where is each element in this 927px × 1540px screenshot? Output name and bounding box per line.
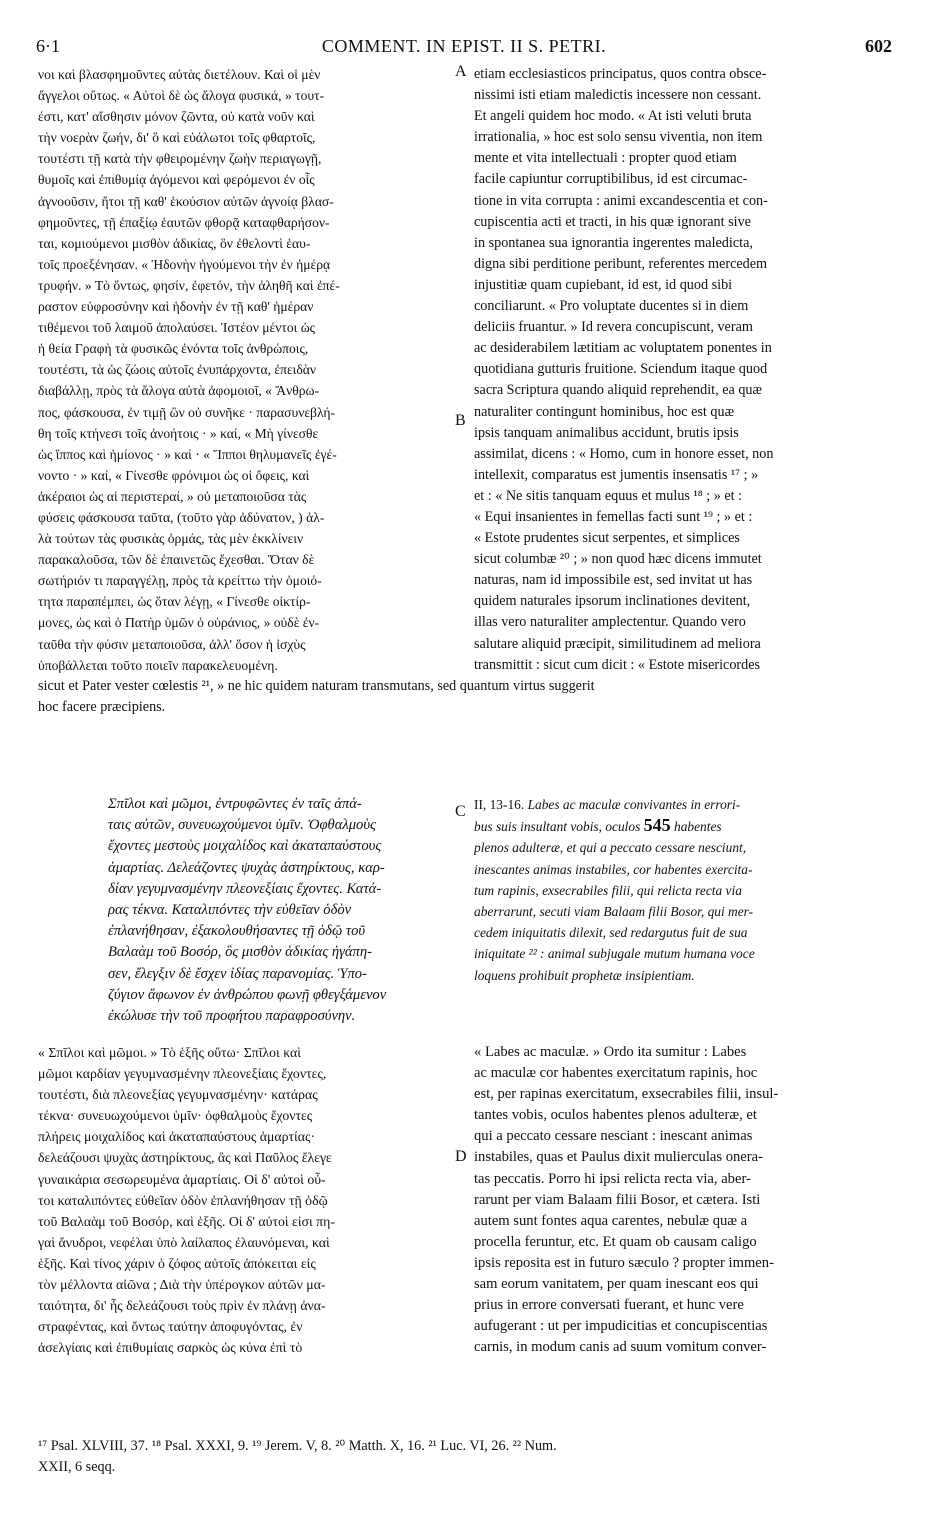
latin-commentary-line: procella feruntur, etc. Et quam ob causam caligo	[474, 1233, 757, 1250]
latin-text-line: sacra Scriptura quando aliquid reprehendit, ea quæ	[474, 382, 762, 399]
footnotes	[38, 1436, 898, 1478]
greek-commentary-line: τέκνα· συνευωχούμενοι ὑμῖν· ὀφθαλμοὺς ἔχοντες	[38, 1108, 313, 1124]
page-header	[36, 36, 892, 58]
latin-scripture-line: bus suis insultant vobis, oculos 545 habentes	[474, 815, 722, 836]
latin-text-line: injustitiæ quam cupiebant, id est, id quod sibi	[474, 276, 733, 293]
greek-text-line: τητα παραπέμπει, ὡς ὅταν λέγῃ, « Γίνεσθε οἰκτίρ-	[38, 594, 311, 610]
greek-text-line: ἡ θεία Γραφὴ τὰ φυσικῶς ἐνόντα τοῖς ἀνθρώποις,	[38, 341, 309, 357]
latin-text-line: naturas, nam id impossibile est, sed invitat ut has	[474, 572, 753, 589]
greek-text-line: ται, κομιούμενοι μισθὸν ἀδικίας, ὃν ἐθελοντὶ ἑαυ-	[38, 235, 311, 251]
latin-text-line: in spontanea sua ignorantia ingerentes maledicta,	[474, 234, 753, 251]
greek-scripture-line: ἔχοντες μεστοὺς μοιχαλίδος καὶ ἀκαταπαύστους	[108, 838, 382, 855]
latin-text-line: ipsis tanquam animalibus accidunt, brutis ipsis	[474, 424, 739, 441]
greek-text-line: ὡς ἵππος καὶ ἡμίονος · » καί · « Ἵπποι θηλυμανεῖς ἐγέ-	[38, 446, 337, 462]
latin-scripture-line: aberrarunt, secuti viam Balaam filii Bosor, qui mer-	[474, 904, 754, 920]
greek-text-line: ὑποβάλλεται τοῦτο ποιεῖν παρακελευομένη.	[38, 657, 278, 673]
greek-commentary-line: γαὶ ἄνυδροι, νεφέλαι ὑπὸ λαίλαπος ἐλαυνόμεναι, καὶ	[38, 1234, 330, 1250]
latin-text-line: Et angeli quidem hoc modo. « At isti veluti bruta	[474, 108, 752, 125]
latin-commentary-line: rarunt per viam Balaam filii Bosor, et cætera. Isti	[474, 1191, 761, 1208]
greek-text-line: τὴν νοερὰν ζωήν, δι' ὃ καὶ εὐάλωτοι τοῖς φθαρτοῖς,	[38, 130, 316, 146]
footnote-line: ¹⁷ Psal. XLVIII, 37. ¹⁸ Psal. XXXI, 9. ¹⁹ Jerem. V, 8. ²⁰ Matth. X, 16. ²¹ Luc. VI, 26. ²² Num.	[38, 1438, 557, 1454]
latin-text-line: intellexit, comparatus est jumentis insensatis ¹⁷ ; »	[474, 466, 759, 483]
latin-text-line: irrationalia, » hoc est solo sensu viventia, non item	[474, 129, 763, 146]
greek-scripture-line: ταις αὐτῶν, συνευωχούμενοι ὑμῖν. Ὀφθαλμοὺς	[108, 817, 376, 834]
latin-text-line: illas vero naturaliter amplectentur. Quando vero	[474, 614, 746, 631]
greek-scripture-line: ρας τέκνα. Καταλιπόντες τὴν εὐθεῖαν ὁδὸν	[108, 902, 352, 919]
full-width-line: hoc facere præcipiens.	[38, 699, 166, 715]
greek-commentary-line: τοῦ Βαλαὰμ τοῦ Βοσόρ, καὶ ἑξῆς. Οἱ δ' αὐτοὶ εἰσι πη-	[38, 1213, 335, 1229]
greek-scripture-text	[108, 794, 460, 1027]
margin-marker-b: B	[455, 412, 466, 429]
greek-text-line: θυμοῖς καὶ ἐπιθυμίᾳ ἀγόμενοι καὶ φερόμενοι ἐν οἷς	[38, 172, 315, 188]
greek-text-line: ραστον εὐφροσύνην καὶ ἡδονὴν ἐν τῇ καθ' ἡμέραν	[38, 299, 314, 315]
latin-scripture-line: II, 13-16. Labes ac maculæ convivantes in errori-	[474, 797, 741, 812]
latin-scripture-line: plenos adulteræ, et qui a peccato cessare nesciunt,	[474, 840, 747, 856]
latin-text-line: naturaliter contingunt hominibus, hoc est quæ	[474, 403, 735, 420]
greek-text-line: νοι καὶ βλασφημοῦντες αὐτὰς διετέλουν. Καὶ οἱ μὲν	[38, 67, 321, 82]
margin-marker-a: A	[455, 63, 467, 80]
footnote-line: XXII, 6 seqq.	[38, 1459, 116, 1475]
greek-commentary-column	[38, 1042, 460, 1358]
greek-commentary-line: « Σπῖλοι καὶ μῶμοι. » Τὸ ἑξῆς οὕτω· Σπῖλοι καὶ	[38, 1045, 301, 1060]
greek-scripture-line: ἐπλανήθησαν, ἐξακολουθήσαντες τῇ ὁδῷ τοῦ	[108, 923, 366, 940]
greek-text-line: ἀκέραιοι ὡς αἱ περιστεραί, » οὐ μεταποιοῦσα τὰς	[38, 488, 307, 504]
latin-text-line: salutare aliquid præcipit, similitudinem ad meliora	[474, 635, 761, 652]
latin-text-line: conciliarunt. « Pro voluptate ducentes si in diem	[474, 298, 749, 315]
latin-scripture-line: tum rapinis, exsecrabiles filii, qui relicta recta via	[474, 882, 742, 898]
greek-text-line: σωτήριόν τι παραγγέλῃ, πρὸς τὰ κρείττω τὴν ὁμοιό-	[38, 573, 322, 589]
greek-commentary-line: μῶμοι καρδίαν γεγυμνασμένην πλεονεξίαις ἔχοντες,	[38, 1066, 327, 1082]
greek-commentary-line: τὸν μέλλοντα αἰῶνα ; Διὰ τὴν ὑπέρογκον αὐτῶν μα-	[38, 1277, 326, 1293]
greek-scripture-line: σεν, ἔλεγξιν δὲ ἔσχεν ἰδίας παρανομίας. Ὑπο-	[108, 965, 367, 982]
greek-text-line: έστι, κατ' αἴσθησιν μόνον ζῶντα, οὐ κατὰ νοῦν καὶ	[38, 109, 315, 125]
greek-commentary-line: τουτέστι, διὰ πλεονεξίας γεγυμνασμένην· κατάρας	[38, 1087, 318, 1103]
greek-text-line: ἄγγελοι οὕτως. « Αὐτοὶ δὲ ὡς ἄλογα φυσικά, » τουτ-	[38, 88, 325, 104]
full-width-line: sicut et Pater vester cœlestis ²¹, » ne hic quidem naturam transmutans, sed quantum virtus suggerit	[38, 678, 595, 694]
greek-text-line: λὰ τούτων τὰς φυσικὰς ὁρμάς, τὰς μὲν ἐκκλίνειν	[38, 531, 304, 547]
greek-text-line: πος, φάσκουσα, ἐν τιμῇ ὢν οὐ συνῆκε · παρασυνεβλή-	[38, 404, 336, 420]
greek-commentary-line: τοι καταλιπόντες εὐθεῖαν ὁδὸν ἐπλανήθησαν τῇ ὁδῷ	[38, 1192, 328, 1208]
greek-text-line: τοῖς προεξένησαν. « Ἡδονὴν ἡγούμενοι τὴν ἐν ἡμέρᾳ	[38, 256, 331, 272]
greek-commentary-line: γυναικάρια σεσωρευμένα ἁμαρτίαις. Οἱ δ' αὐτοὶ οὗ-	[38, 1171, 326, 1187]
page-number-right: 602	[865, 36, 892, 56]
greek-scripture-line: Σπῖλοι καὶ μῶμοι, ἐντρυφῶντες ἐν ταῖς ἀπά-	[108, 796, 362, 812]
greek-text-line: τιθέμενοι τοῦ λαιμοῦ ἀπολαύσει. Ἰστέον μέντοι ὡς	[38, 320, 316, 336]
latin-text-line: digna sibi perditione peribunt, referentes mercedem	[474, 255, 768, 272]
greek-column-section-1	[38, 64, 460, 676]
greek-text-line: φημοῦντες, τῇ ἐπαξίῳ ἑαυτῶν φθορᾷ καταφθαρήσον-	[38, 214, 330, 230]
greek-text-line: τουτέστι, τὰ ὡς ζώοις αὐτοῖς ἐνυπάρχοντα, ἐπειδὰν	[38, 362, 317, 378]
greek-text-line: τουτέστι τῇ κατὰ τὴν φθειρομένην ζωὴν περιαγωγῇ,	[38, 151, 322, 167]
latin-commentary-line: « Labes ac maculæ. » Ordo ita sumitur : Labes	[474, 1044, 747, 1060]
latin-text-line: etiam ecclesiasticos principatus, quos contra obsce-	[474, 66, 767, 82]
latin-text-line: sicut columbæ ²⁰ ; » non quod hæc dicens immutet	[474, 551, 762, 568]
greek-text-line: νοντο · » καί, « Γίνεσθε φρόνιμοι ὡς οἱ ὄφεις, καὶ	[38, 467, 310, 483]
latin-text-line: mente et vita intellectuali : propter quod etiam	[474, 150, 737, 167]
latin-column-section-1	[474, 64, 892, 676]
greek-commentary-line: ἑξῆς. Καὶ τίνος χάριν ὁ ζόφος αὐτοῖς ἀπόκειται εἰς	[38, 1255, 316, 1271]
latin-text-line: et : « Ne sitis tanquam equus et mulus ¹⁸ ; » et :	[474, 487, 743, 504]
verse-reference: II, 13-16.	[474, 797, 525, 812]
latin-text-line: cupiscentia acti et tracti, in his quæ ignorant sive	[474, 213, 751, 230]
latin-commentary-line: qui a peccato cessare nesciant : inescant animas	[474, 1128, 753, 1145]
greek-text-line: παρακαλοῦσα, τῶν δὲ ἐπαινετῶς ἔχεσθαι. Ὅταν δὲ	[38, 552, 315, 568]
greek-text-line: ἀγνοοῦσιν, ἤτοι τῇ καθ' ἑκούσιον αὐτῶν ἀγνοίᾳ βλασ-	[38, 193, 334, 209]
latin-commentary-line: aufugerant : ut per impudicitias et concupiscentias	[474, 1318, 768, 1335]
page-number-left: 6·1	[36, 36, 60, 56]
latin-text-line: facile capiuntur corruptibilibus, id est circumac-	[474, 171, 748, 188]
latin-text-line: ac desiderabilem lætitiam ac voluptatem ponentes in	[474, 340, 772, 357]
column-number: 545	[643, 815, 671, 836]
greek-scripture-line: ζύγιον ἄφωνον ἐν ἀνθρώπου φωνῇ φθεγξάμενον	[108, 986, 387, 1003]
latin-commentary-column	[474, 1042, 892, 1358]
latin-commentary-line: carnis, in modum canis ad suum vomitum conver-	[474, 1339, 767, 1356]
latin-commentary-line: autem sunt fontes aqua carentes, nebulæ quæ a	[474, 1212, 748, 1229]
latin-text-line: « Equi insanientes in femellas facti sunt ¹⁹ ; » et :	[474, 508, 753, 525]
greek-text-line: τρυφήν. » Τὸ ὄντως, φησίν, ἐφετόν, τὴν ἀληθῆ καὶ ἐπέ-	[38, 277, 340, 293]
latin-commentary-line: ipsis reposita est in futuro sæculo ? propter immen-	[474, 1254, 774, 1271]
latin-scripture-line: inescantes animas instabiles, cor habentes exercita-	[474, 861, 753, 877]
greek-text-line: φύσεις φάσκουσα ταῦτα, (τοῦτο γὰρ ἀδύνατον, ) ἀλ-	[38, 509, 325, 525]
latin-scripture-line: loquens prohibuit prophetæ insipientiam.	[474, 967, 695, 983]
greek-scripture-line: ἐκώλυσε τὴν τοῦ προφήτου παραφροσύνην.	[108, 1008, 356, 1025]
greek-scripture-line: ἁμαρτίας. Δελεάζοντες ψυχὰς ἀστηρίκτους, καρ-	[108, 859, 385, 876]
margin-marker-c: C	[455, 803, 466, 820]
latin-commentary-line: prius in errore conversati fuerant, et hunc vere	[474, 1297, 744, 1314]
greek-scripture-line: δίαν γεγυμνασμένην πλεονεξίαις ἔχοντες. Κατά-	[108, 880, 382, 897]
latin-scripture-text	[474, 794, 892, 986]
latin-text-line: nissimi isti etiam maledictis incessere non cessant.	[474, 87, 762, 104]
greek-text-line: ταῦθα τὴν φύσιν μεταποιοῦσα, ἀλλ' ὅσον ἡ ἰσχὺς	[38, 636, 306, 652]
margin-marker-d: D	[455, 1148, 467, 1165]
greek-commentary-line: στραφέντας, καὶ ὄντως ταύτην ἀποφυγόντας, ἐν	[38, 1319, 303, 1335]
greek-scripture-line: Βαλαὰμ τοῦ Βοσόρ, ὃς μισθὸν ἀδικίας ἠγάπη-	[108, 944, 372, 961]
latin-text-line: transmittit : sicut cum dicit : « Estote misericordes	[474, 656, 761, 673]
greek-commentary-line: πλήρεις μοιχαλίδος καὶ ἀκαταπαύστους ἁμαρτίας·	[38, 1129, 316, 1145]
latin-commentary-line: instabiles, quas et Paulus dixit mulierculas onera-	[474, 1149, 763, 1166]
greek-text-line: θη τοῖς κτήνεσι τοῖς ἀνοήτοις · » καί, « Μὴ γίνεσθε	[38, 425, 319, 441]
latin-commentary-line: est, per rapinas exercitatum, exsecrabiles filii, insul-	[474, 1086, 779, 1103]
greek-text-line: διαβάλλῃ, πρὸς τὰ ἄλογα αὐτὰ ἀφομοιοῖ, « Ἄνθρω-	[38, 383, 320, 399]
latin-commentary-line: tantes vobis, oculos habentes plenos adulteræ, et	[474, 1107, 757, 1124]
greek-commentary-line: δελεάζουσι ψυχὰς ἀστηρίκτους, ἃς καὶ Παῦλος ἔλεγε	[38, 1150, 332, 1166]
greek-text-line: μονες, ὡς καὶ ὁ Πατὴρ ὑμῶν ὁ οὐράνιος, » οὐδὲ ἐν-	[38, 615, 320, 631]
latin-text-line: tione in vita corrupta : animi excandescentia et con-	[474, 192, 768, 209]
running-title: COMMENT. IN EPIST. II S. PETRI.	[321, 36, 607, 56]
latin-scripture-line: iniquitate ²² : animal subjugale mutum humana voce	[474, 946, 755, 962]
latin-text-line: deliciis fruantur. » Id revera concupiscunt, veram	[474, 319, 753, 336]
latin-commentary-line: ac maculæ cor habentes exercitatum rapinis, hoc	[474, 1065, 758, 1082]
latin-text-line: quotidiana gutturis fruitione. Sciendum itaque quod	[474, 361, 768, 378]
latin-commentary-line: tas peccatis. Porro hi ipsi relicta recta via, aber-	[474, 1170, 751, 1187]
latin-commentary-line: sam eorum vanitatem, per quam inescant eos qui	[474, 1276, 759, 1293]
latin-scripture-line: cedem iniquitatis dilexit, sed redargutus fuit de sua	[474, 925, 748, 941]
latin-text-line: quidem naturales ipsorum inclinationes devitent,	[474, 593, 751, 610]
greek-commentary-line: ἀσελγίαις καὶ ἐπιθυμίαις σαρκὸς ὡς κύνα ἐπὶ τὸ	[38, 1340, 303, 1356]
greek-commentary-line: ταιότητα, δι' ἧς δελεάζουσι τοὺς πρὶν ἐν πλάνῃ ἀνα-	[38, 1298, 326, 1314]
latin-text-line: « Estote prudentes sicut serpentes, et simplices	[474, 530, 740, 547]
full-width-continuation	[38, 676, 892, 718]
latin-text-line: assimilat, dicens : « Homo, cum in honore esset, non	[474, 445, 774, 462]
